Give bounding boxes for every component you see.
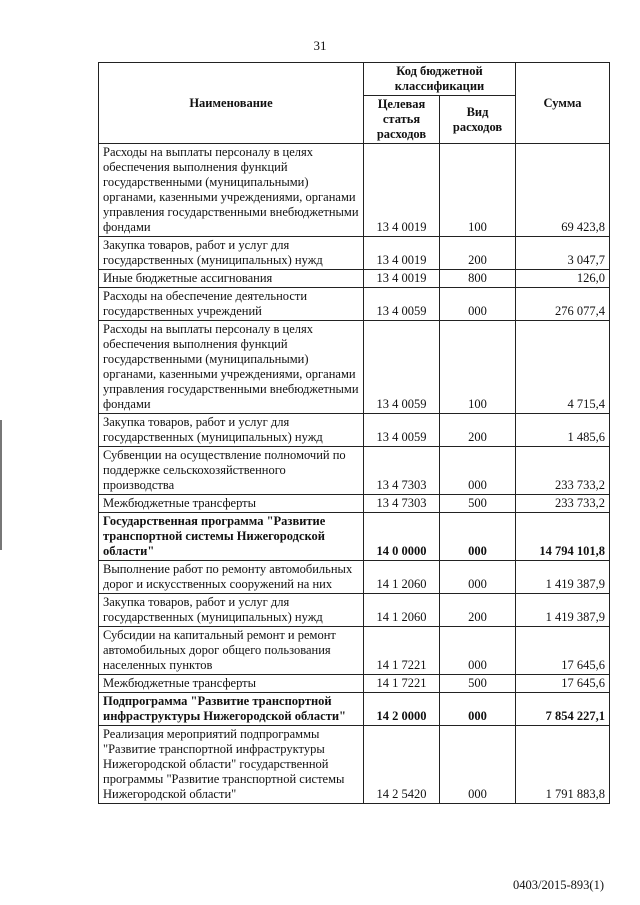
row-expense-type: 000 (440, 693, 516, 726)
header-sum: Сумма (516, 63, 610, 144)
row-expense-type: 500 (440, 495, 516, 513)
row-expense-type: 100 (440, 321, 516, 414)
row-name: Субвенции на осуществление полномочий по поддержке сельскохозяйственного производства (99, 447, 364, 495)
table-row (99, 495, 610, 513)
table-body (99, 144, 610, 804)
row-sum: 1 419 387,9 (516, 594, 610, 627)
row-target-article: 14 0 0000 (364, 513, 440, 561)
row-target-article: 13 4 0059 (364, 414, 440, 447)
row-target-article: 13 4 0019 (364, 144, 440, 237)
row-name: Межбюджетные трансферты (99, 495, 364, 513)
row-expense-type: 000 (440, 561, 516, 594)
row-sum: 126,0 (516, 270, 610, 288)
row-sum: 17 645,6 (516, 627, 610, 675)
budget-table (98, 62, 610, 804)
row-name: Расходы на выплаты персоналу в целях обеспечения выполнения функций государственными (муниципальными) органами, казенными учреждениями, органами управления государственными внебюджетными фондами (99, 321, 364, 414)
row-sum: 1 791 883,8 (516, 726, 610, 804)
table-row (99, 726, 610, 804)
table-row (99, 513, 610, 561)
row-name: Субсидии на капитальный ремонт и ремонт автомобильных дорог общего пользования населенных пунктов (99, 627, 364, 675)
row-expense-type: 500 (440, 675, 516, 693)
table-row (99, 693, 610, 726)
row-name: Закупка товаров, работ и услуг для государственных (муниципальных) нужд (99, 594, 364, 627)
row-target-article: 13 4 0019 (364, 270, 440, 288)
table-row (99, 414, 610, 447)
row-expense-type: 200 (440, 237, 516, 270)
row-target-article: 14 1 2060 (364, 561, 440, 594)
table-row (99, 144, 610, 237)
header-target-article: Целевая статья расходов (364, 96, 440, 144)
row-expense-type: 100 (440, 144, 516, 237)
table-row (99, 561, 610, 594)
row-target-article: 14 1 2060 (364, 594, 440, 627)
row-target-article: 13 4 0019 (364, 237, 440, 270)
table-row (99, 321, 610, 414)
table-row (99, 675, 610, 693)
row-sum: 1 419 387,9 (516, 561, 610, 594)
row-name: Расходы на выплаты персоналу в целях обеспечения выполнения функций государственными (муниципальными) органами, казенными учреждениями, органами управления государственными внебюджетными фондами (99, 144, 364, 237)
row-target-article: 14 2 5420 (364, 726, 440, 804)
row-name: Государственная программа "Развитие транспортной системы Нижегородской области" (99, 513, 364, 561)
row-name: Межбюджетные трансферты (99, 675, 364, 693)
table-row (99, 270, 610, 288)
row-expense-type: 000 (440, 726, 516, 804)
header-name: Наименование (99, 63, 364, 144)
margin-mark (0, 420, 2, 550)
row-sum: 1 485,6 (516, 414, 610, 447)
document-code: 0403/2015-893(1) (513, 878, 604, 892)
row-target-article: 13 4 0059 (364, 321, 440, 414)
row-expense-type: 800 (440, 270, 516, 288)
row-sum: 17 645,6 (516, 675, 610, 693)
row-sum: 276 077,4 (516, 288, 610, 321)
row-sum: 3 047,7 (516, 237, 610, 270)
row-target-article: 14 1 7221 (364, 627, 440, 675)
row-expense-type: 000 (440, 288, 516, 321)
table-row (99, 594, 610, 627)
page-number: 31 (313, 38, 327, 53)
row-sum: 233 733,2 (516, 495, 610, 513)
row-target-article: 13 4 0059 (364, 288, 440, 321)
table-row (99, 447, 610, 495)
row-expense-type: 200 (440, 414, 516, 447)
row-sum: 7 854 227,1 (516, 693, 610, 726)
row-expense-type: 000 (440, 447, 516, 495)
header-expense-type: Вид расходов (440, 96, 516, 144)
row-sum: 233 733,2 (516, 447, 610, 495)
row-name: Подпрограмма "Развитие транспортной инфраструктуры Нижегородской области" (99, 693, 364, 726)
row-name: Расходы на обеспечение деятельности государственных учреждений (99, 288, 364, 321)
row-target-article: 14 1 7221 (364, 675, 440, 693)
row-expense-type: 000 (440, 627, 516, 675)
row-name: Закупка товаров, работ и услуг для государственных (муниципальных) нужд (99, 237, 364, 270)
table-row (99, 237, 610, 270)
row-name: Закупка товаров, работ и услуг для государственных (муниципальных) нужд (99, 414, 364, 447)
row-name: Выполнение работ по ремонту автомобильных дорог и искусственных сооружений на них (99, 561, 364, 594)
row-expense-type: 000 (440, 513, 516, 561)
row-target-article: 13 4 7303 (364, 495, 440, 513)
row-name: Реализация мероприятий подпрограммы "Развитие транспортной инфраструктуры Нижегородской области" государственной программы "Развитие транспортной системы Нижегородской области" (99, 726, 364, 804)
row-sum: 4 715,4 (516, 321, 610, 414)
table-row (99, 627, 610, 675)
row-name: Иные бюджетные ассигнования (99, 270, 364, 288)
row-target-article: 13 4 7303 (364, 447, 440, 495)
row-sum: 69 423,8 (516, 144, 610, 237)
table-row (99, 288, 610, 321)
header-code-group: Код бюджетной классификации (364, 63, 516, 96)
row-target-article: 14 2 0000 (364, 693, 440, 726)
row-expense-type: 200 (440, 594, 516, 627)
row-sum: 14 794 101,8 (516, 513, 610, 561)
